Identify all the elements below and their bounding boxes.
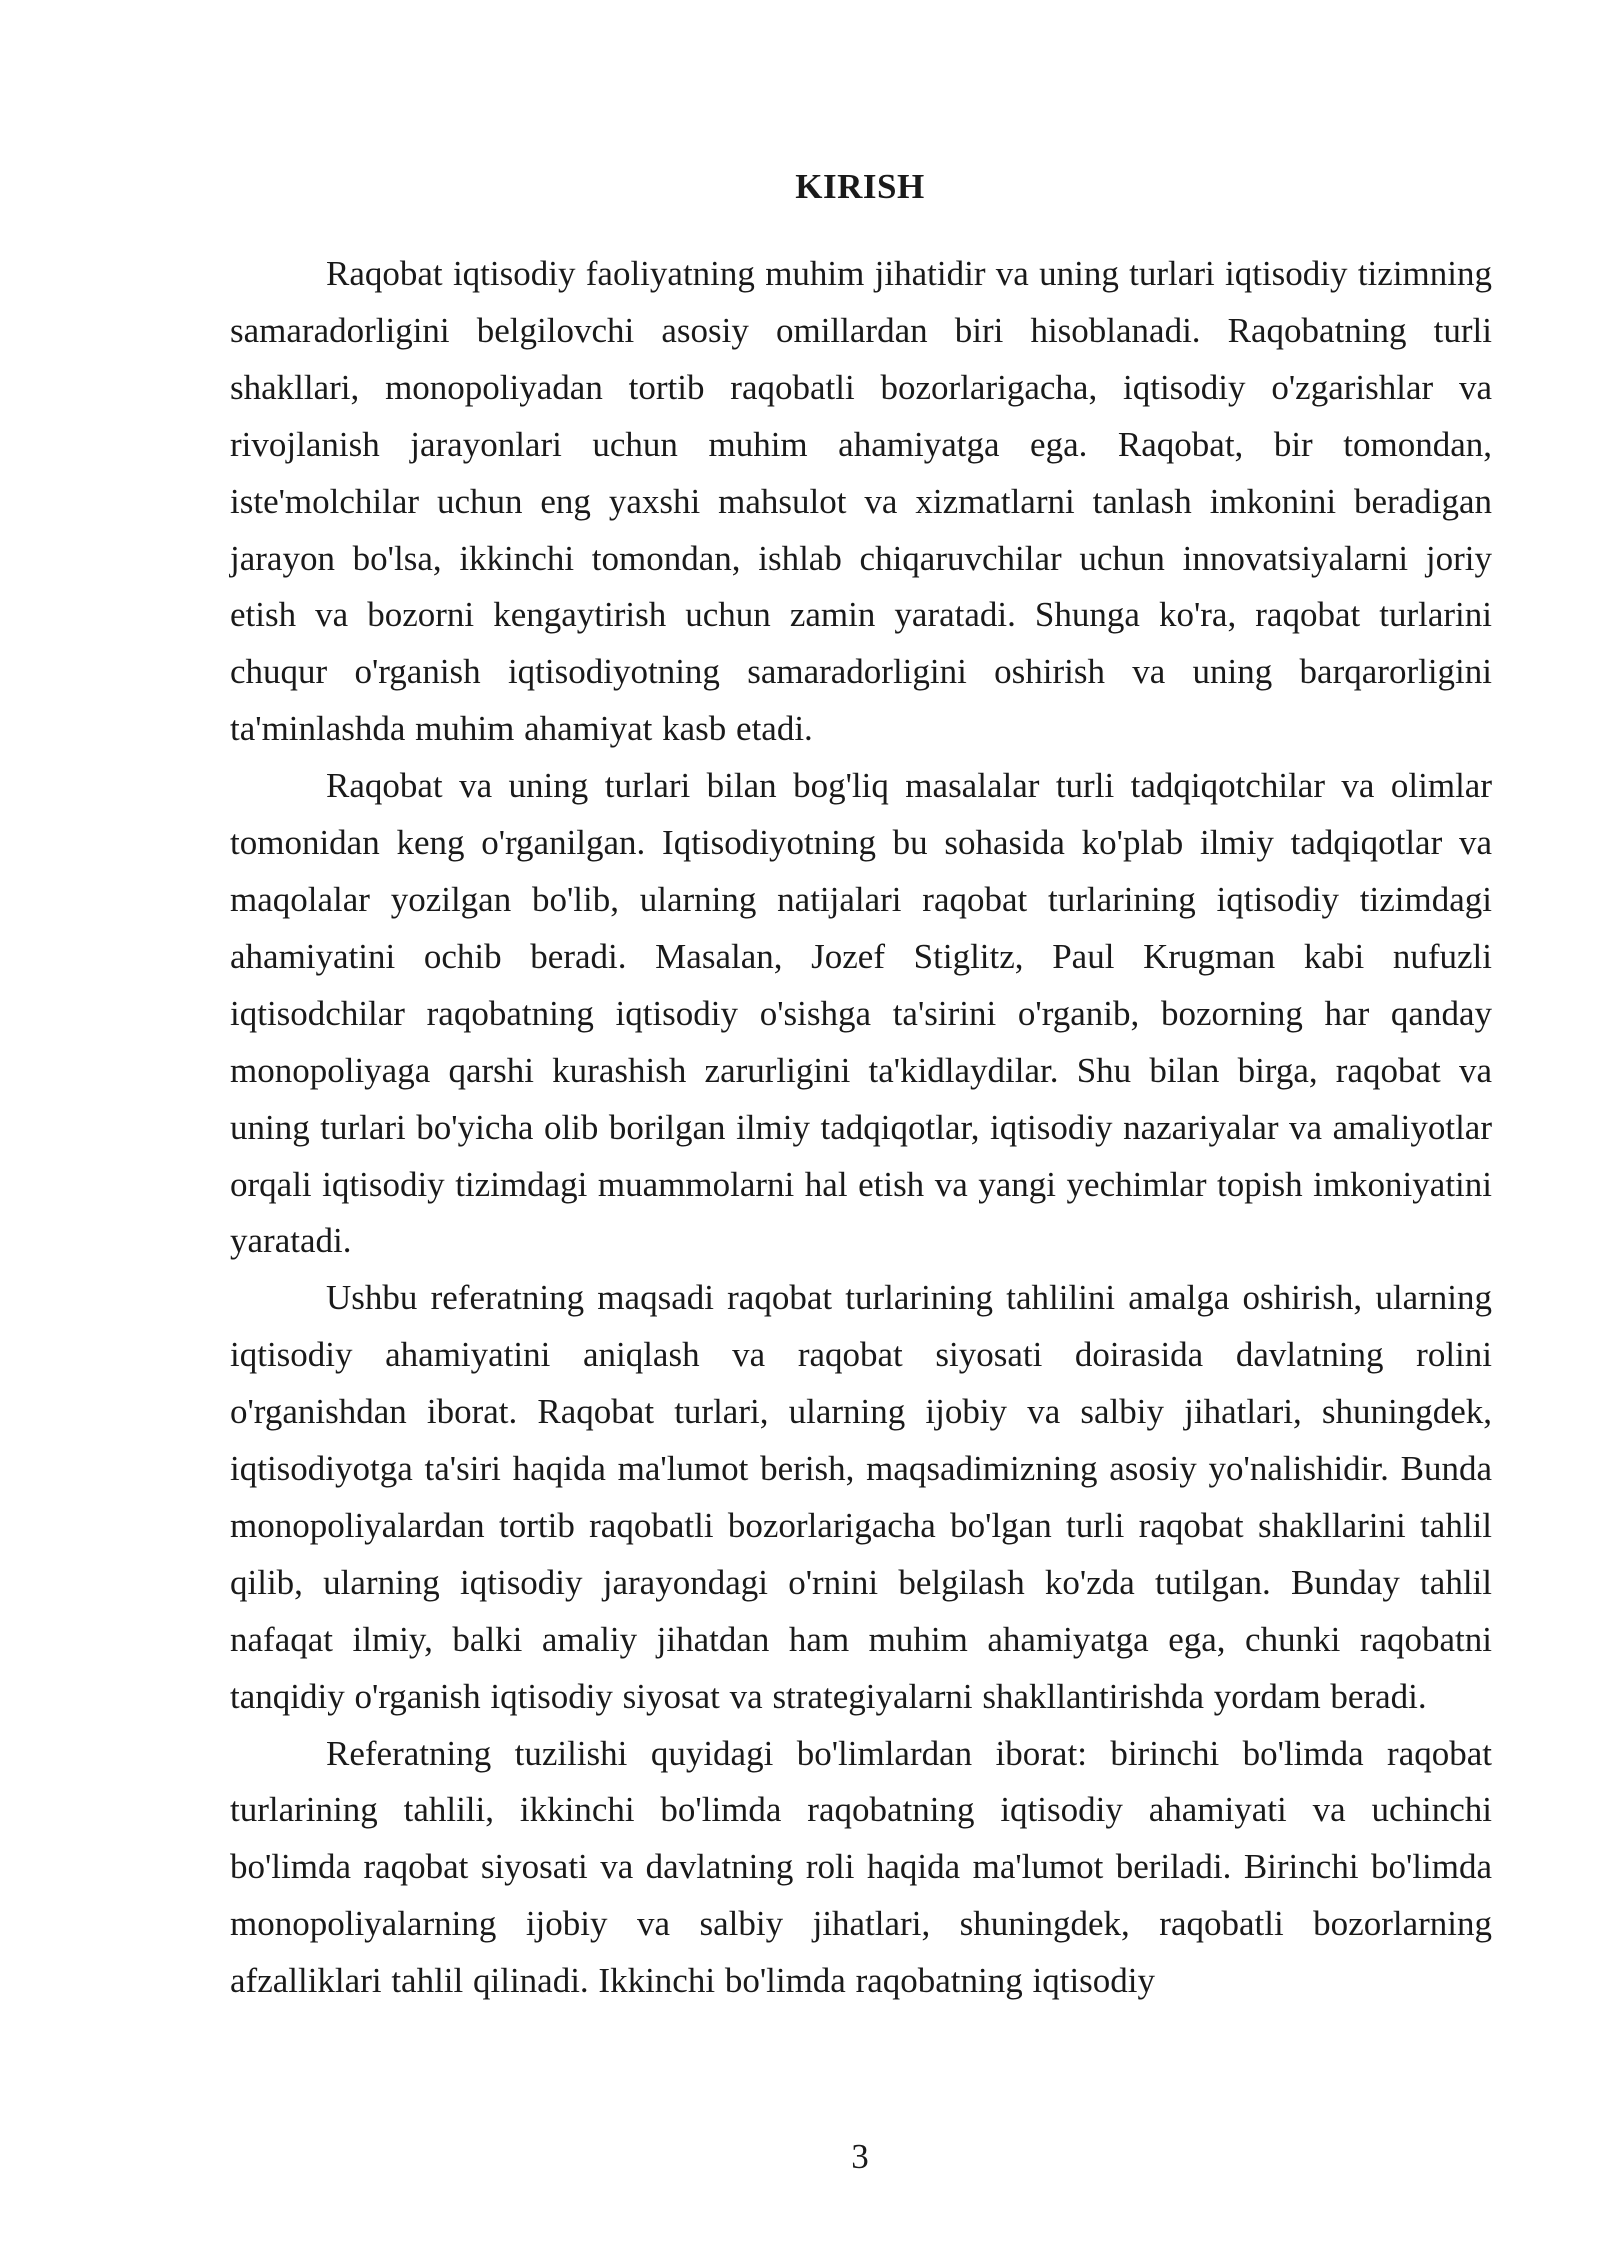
paragraph-intro: Raqobat iqtisodiy faoliyatning muhim jihatidir va uning turlari iqtisodiy tizimning samaradorligini belgilovchi asosiy omillardan biri hisoblanadi. Raqobatning turli shakllari, monopoliyadan tortib raqobatli bozorlarigacha, iqtisodiy o'zgarishlar va rivojlanish jarayonlari uchun muhim ahamiyatga ega. Raqobat, bir tomondan, iste'molchilar uchun eng yaxshi mahsulot va xizmatlarni tanlash imkonini beradigan jarayon bo'lsa, ikkinchi tomondan, ishlab chiqaruvchilar uchun innovatsiyalarni joriy etish va bozorni kengaytirish uchun zamin yaratadi. Shunga ko'ra, raqobat turlarini chuqur o'rganish iqtisodiyotning samaradorligini oshirish va uning barqarorligini ta'minlashda muhim ahamiyat kasb etadi. (230, 254, 1492, 749)
paragraph-purpose: Ushbu referatning maqsadi raqobat turlarining tahlilini amalga oshirish, ularning iqtisodiy ahamiyatini aniqlash va raqobat siyosati doirasida davlatning rolini o'rganishdan iborat. Raqobat turlari, ularning ijobiy va salbiy jihatlari, shuningdek, iqtisodiyotga ta'siri haqida ma'lumot berish, maqsadimizning asosiy yo'nalishidir. Bunda monopoliyalardan tortib raqobatli bozorlarigacha bo'lgan turli raqobat shakllarini tahlil qilib, ularning iqtisodiy jarayondagi o'rnini belgilash ko'zda tutilgan. Bunday tahlil nafaqat ilmiy, balki amaliy jihatdan ham muhim ahamiyatga ega, chunki raqobatni tanqidiy o'rganish iqtisodiy siyosat va strategiyalarni shakllantirishda yordam beradi. (230, 1278, 1492, 1716)
paragraph-structure: Referatning tuzilishi quyidagi bo'limlardan iborat: birinchi bo'limda raqobat turlarining tahlili, ikkinchi bo'limda raqobatning iqtisodiy ahamiyati va uchinchi bo'limda raqobat siyosati va davlatning roli haqida ma'lumot beriladi. Birinchi bo'limda monopoliyalarning ijobiy va salbiy jihatlari, shuningdek, raqobatli bozorlarning afzalliklari tahlil qilinadi. Ikkinchi bo'limda raqobatning iqtisodiy (230, 1733, 1492, 2001)
page-title: KIRISH (795, 167, 925, 206)
paragraph-research: Raqobat va uning turlari bilan bog'liq masalalar turli tadqiqotchilar va olimlar tomonidan keng o'rganilgan. Iqtisodiyotning bu sohasida ko'plab ilmiy tadqiqotlar va maqolalar yozilgan bo'lib, ularning natijalari raqobat turlarining iqtisodiy tizimdagi ahamiyatini ochib beradi. Masalan, Jozef Stiglitz, Paul Krugman kabi nufuzli iqtisodchilar raqobatning iqtisodiy o'sishga ta'sirini o'rganib, bozorning har qanday monopoliyaga qarshi kurashish zarurligini ta'kidlaydilar. Shu bilan birga, raqobat va uning turlari bo'yicha olib borilgan ilmiy tadqiqotlar, iqtisodiy nazariyalar va amaliyotlar orqali iqtisodiy tizimdagi muammolarni hal etish va yangi yechimlar topish imkoniyatini yaratadi. (230, 766, 1492, 1261)
page-number: 3 (851, 2137, 869, 2176)
body-text (230, 246, 1492, 2010)
